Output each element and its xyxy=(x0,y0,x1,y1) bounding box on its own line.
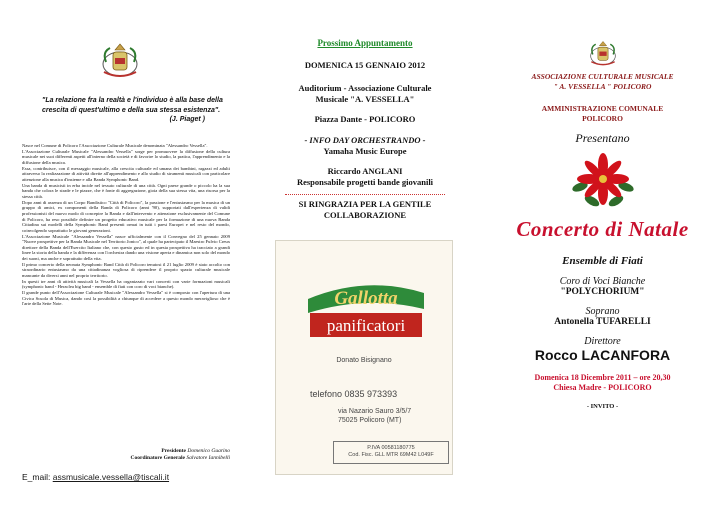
ad-address xyxy=(338,407,411,425)
ensemble-name: Ensemble di Fiati xyxy=(562,255,643,267)
venue-line-2: Musicale "A. VESSELLA" xyxy=(315,94,415,104)
venue-line-1: Auditorium - Associazione Culturale xyxy=(298,83,432,93)
choir-name: "POLYCHORIUM" xyxy=(560,287,645,297)
next-appointment-title: Prossimo Appuntamento xyxy=(317,38,413,48)
ad-owner-name: Donato Bisignano xyxy=(336,357,392,364)
poinsettia-icon xyxy=(572,151,634,209)
soprano-label: Soprano xyxy=(585,306,620,317)
sponsor-ad xyxy=(275,240,453,475)
presentano-label: Presentano xyxy=(575,131,630,145)
piaget-quote: "La relazione fra la realtà e l'individuo è alla base della crescita di quest'ultimo e della sua stessa esistenza". xyxy=(42,97,223,114)
ad-address-line: 75025 Policoro (MT) xyxy=(338,417,402,424)
history-paragraph: Essa, contribuisce, con il messaggio musicale, alla crescita culturale ed umana dei bambini, ragazzi ed adulti attraverso la realizzazione di attività dirette all'apprendimento e allo studio di strumenti musicali con particolare attenzione alla musica d'insieme e alla Banda Symphonic Band. xyxy=(22,165,230,182)
middle-panel xyxy=(245,0,485,509)
quote-author: (J. Piaget ) xyxy=(169,116,205,123)
speaker-role: Responsabile progetti bande giovanili xyxy=(296,177,434,187)
signatures xyxy=(22,448,230,462)
administration-name: AMMINISTRAZIONE COMUNALE xyxy=(541,104,664,113)
event-title: - INFO DAY ORCHESTRANDO - xyxy=(304,135,426,145)
director-label: Direttore xyxy=(584,336,621,347)
soprano-name: Antonella TUFARELLI xyxy=(554,317,651,327)
coordinatore-label: Coordinatore Generale xyxy=(130,455,185,461)
event-sponsor: Yamaha Music Europe xyxy=(323,146,407,156)
thanks-line-1: SI RINGRAZIA PER LA GENTILE xyxy=(298,199,432,209)
invito-label: - INVITO - xyxy=(586,403,619,410)
history-paragraph: In questi tre anni di attività musicali la Vessella ha organizzato vari concerti con varie formazioni musicali (symphonic band - Heraclea big band - ensemble di fiati con coro di voci bianche). xyxy=(22,278,230,290)
speaker-name: Riccardo ANGLANI xyxy=(327,166,403,176)
gallotta-logo-icon xyxy=(304,273,428,341)
director-name: Rocco LACANFORA xyxy=(534,347,671,363)
history-paragraph: Il grande punto dell'Associazione Culturale Musicale "Alessandro Vessella" si è composto con l'apertura di una Civica Scuola di Musica, dando così la possibilità a chiunque di accedere a questo mondo meraviglioso che è l'arte della Sette Note. xyxy=(22,290,230,307)
association-emblem-icon xyxy=(586,37,620,69)
email-link[interactable]: assmusicale.vessella@tiscali.it xyxy=(52,472,170,482)
right-panel xyxy=(485,0,720,509)
thanks-line-2: COLLABORAZIONE xyxy=(323,210,407,220)
history-paragraph: L'Associazione Culturale Musicale "Alessandro Vessella" sorge per promuovere la diffusione della cultura musicale nei suoi differenti aspetti all'interno della società e di favorire lo studio, la pratica, l'apprendimento e la diffusione della musica. xyxy=(22,148,230,165)
ad-phone: telefono 0835 973393 xyxy=(310,389,398,399)
history-paragraph: L'Associazione Musicale "Alessandro Vessella" nasce ufficialmente con il Convegno del 25 gennaio 2009 "Nuove prospettive per la Banda Musicale nel Territorio Jonico", al quale ha partecipato il Maestro Fulvio Creux direttore della Banda dell'Esercito Italiano che, con questo gusto ed in questa prospettiva ha tracciato a grandi linee la storia della banda e la differenza con l'orchestra dando una visione aperta e dinamica non solo del mondo dei suoni, ma anche e soprattutto della vita. xyxy=(22,233,230,262)
venue-place: Piazza Dante - POLICORO xyxy=(314,114,416,124)
administration-city: POLICORO xyxy=(582,114,623,123)
ad-piva: P.IVA 00581180775 xyxy=(367,445,415,451)
concert-title: Concerto di Natale xyxy=(516,217,689,241)
ad-address-line: via Nazario Sauro 3/5/7 xyxy=(338,408,412,415)
presidente-name: Domenico Guarino xyxy=(187,448,230,454)
dotted-divider xyxy=(285,194,445,195)
concert-date: Domenica 18 Dicembre 2011 – ore 20,30 xyxy=(534,373,671,382)
association-emblem-icon xyxy=(98,38,142,82)
concert-location: Chiesa Madre - POLICORO xyxy=(553,383,652,392)
ad-codfisc: Cod. Fisc. GLL MTR 69M42 L049F xyxy=(348,452,434,458)
association-name: ASSOCIAZIONE CULTURALE MUSICALE xyxy=(531,72,674,81)
next-date: DOMENICA 15 GENNAIO 2012 xyxy=(304,60,426,70)
coordinatore-name: Salvatore Iannibelli xyxy=(186,455,230,461)
email-label: E_mail: xyxy=(22,472,51,482)
association-subname: " A. VESSELLA " POLICORO xyxy=(553,82,652,91)
ad-brand: Gallotta xyxy=(334,288,398,309)
choir-label: Coro di Voci Bianche xyxy=(559,276,646,287)
presidente-label: Presidente xyxy=(161,448,186,454)
ad-sub: panificatori xyxy=(326,316,406,335)
association-history-text xyxy=(22,143,230,445)
history-paragraph: Nasce nel Comune di Policoro l'Associazione Culturale Musicale denominata "Alessandro Vessella". xyxy=(22,143,208,148)
history-paragraph: Dopo anni di assenza di un Corpo Bandistico "Città di Policoro", la passione e l'entusiasmo per la musica di un gruppo di amici, ex componenti della Banda di Policoro (anni '90), supportati dall'esperienza di validi professionisti del nuovo modo di concepire la Banda e dall'intervento e attenzione esclusivamente del Comune di Policoro, ha reso possibile definire un progetto educativo musicale per la formazione di una nuova Banda Cittadina sui modelli della Symphonic Band presenti ormai in tutti i paesi Europei e nel resto del mondo, coinvolgendo soprattutto le giovani generazioni. xyxy=(22,199,230,233)
ad-tax-box xyxy=(333,441,449,464)
history-paragraph: Il primo concerto della neonata Symphonic Band Città di Policoro tenutosi il 21 luglio 2009 è stato accolto con straordinario entusiasmo da una cittadinanza vogliosa di riprendere il proprio spazio culturale musicale mancante da diversi anni nel proprio territorio. xyxy=(22,261,230,279)
history-paragraph: Una banda di musicisti in erba incide nel tessuto culturale di una città. Ogni paese grande o piccolo ha la sua banda che colora le strade e le piazze, che è fonte di aggregazione, gioia della sua stessa vita, una risorsa per la stessa città. xyxy=(22,182,230,199)
left-panel xyxy=(0,0,245,509)
email-line xyxy=(22,472,235,482)
